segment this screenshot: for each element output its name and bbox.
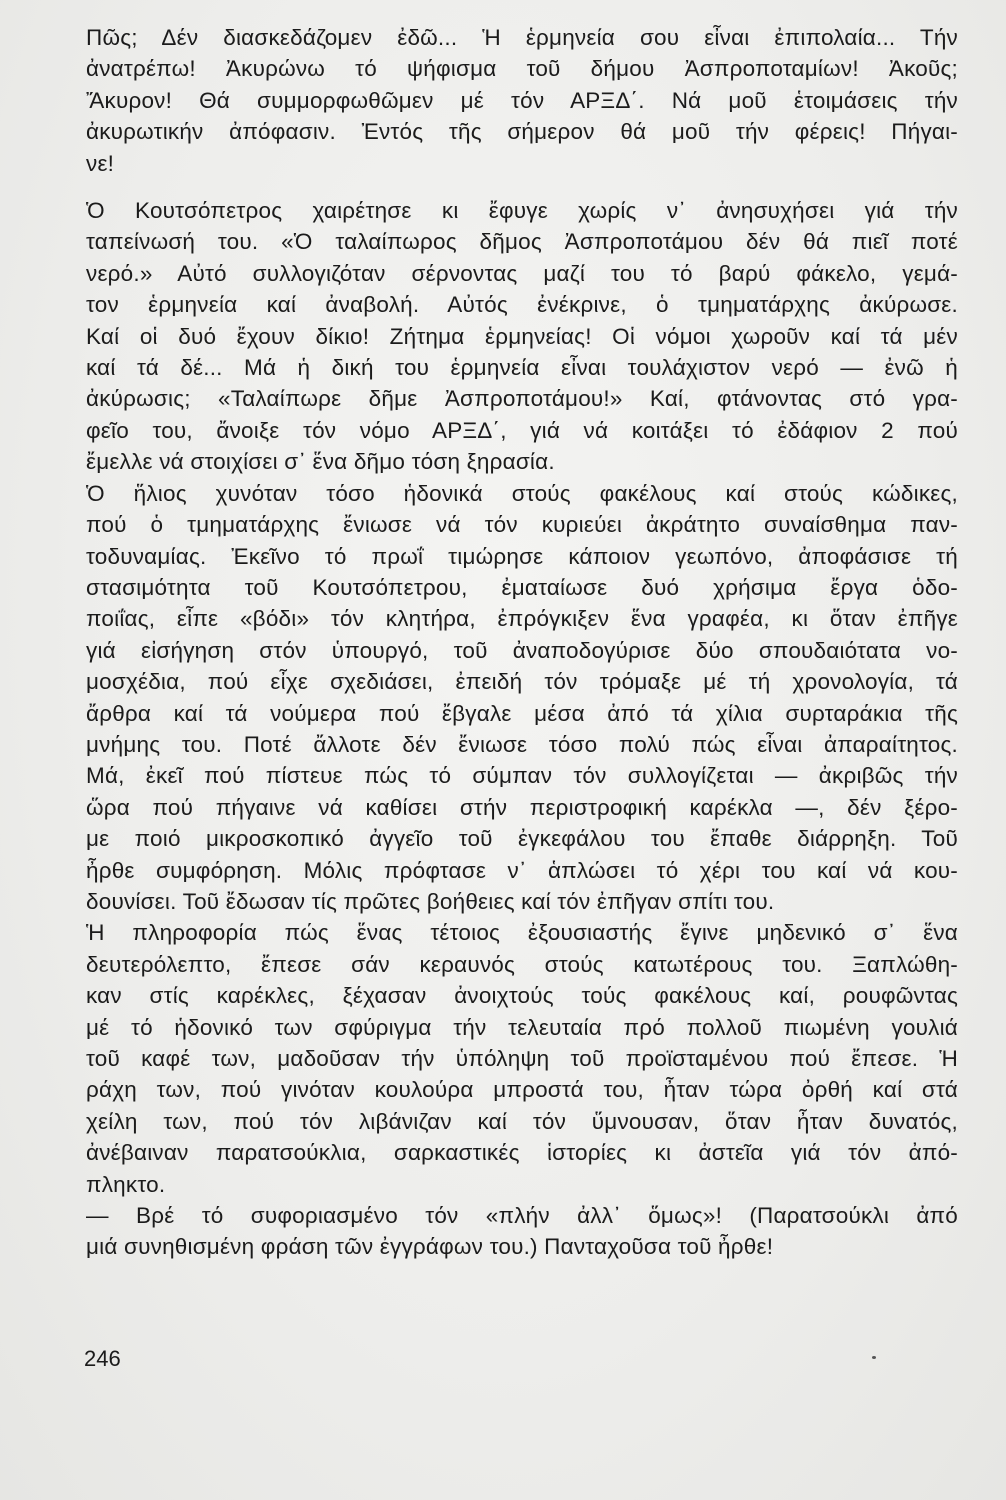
text-line: Ἄκυρον! Θά συμμορφωθῶμεν μέ τόν ΑΡΞΔ΄. Νά μοῦ ἑτοιμάσεις τήν [86,87,958,113]
text-line: — Βρέ τό συφοριασμένο τόν «πλήν ἀλλ᾽ ὅμως»! (Παρατσούκλι ἀπό [86,1203,958,1229]
text-line: πού ὁ τμηματάρχης ἔνιωσε νά τόν κυριεύει ἀκράτητο συναίσθημα παν- [86,512,958,538]
text-line: καν στίς καρέκλες, ξέχασαν ἀνοιχτούς τούς φακέλους καί, ρουφῶντας [86,983,958,1009]
paragraph-2 [86,195,958,478]
text-line: τοῦ καφέ των, μαδοῦσαν τήν ὑπόληψη τοῦ προϊσταμένου πού ἔπεσε. Ἡ [86,1046,958,1071]
text-line: ἀνέβαιναν παρατσούκλια, σαρκαστικές ἱστορίες κι ἀστεῖα γιά τόν ἀπό- [86,1140,958,1166]
text-line: Ὁ ἥλιος χυνόταν τόσο ἡδονικά στούς φακέλους καί στούς κώδικες, [86,480,958,506]
paragraph-5 [86,1200,958,1263]
text-line: γιά εἰσήγηση στόν ὑπουργό, τοῦ ἀναποδογύρισε δύο σπουδαιότατα νο- [86,637,958,663]
text-line: πληκτο. [86,1171,166,1197]
body-text [86,22,958,1263]
text-line: ἀνατρέπω! Ἀκυρώνω τό ψήφισμα τοῦ δήμου Ἀσπροποταμίων! Ἀκοῦς; [86,56,958,82]
text-line: μιά συνηθισμένη φράση τῶν ἐγγράφων του.) Πανταχοῦσα τοῦ ἦρθε! [86,1234,774,1260]
text-line: ταπείνωσή του. «Ὁ ταλαίπωρος δῆμος Ἀσπροποτάμου δέν θά πιεῖ ποτέ [86,229,958,255]
paragraph-1 [86,22,958,179]
text-line: ἄρθρα καί τά νούμερα πού ἔβγαλε μέσα ἀπό τά χίλια συρταράκια τῆς [86,700,958,726]
text-line: Ἡ πληροφορία πώς ἕνας τέτοιος ἐξουσιαστής ἔγινε μηδενικό σ᾽ ἕνα [86,920,958,946]
text-line: Πῶς; Δέν διασκεδάζομεν ἐδῶ... Ἡ ἑρμηνεία σου εἶναι ἐπιπολαία... Τήν [86,25,958,50]
text-line: ράχη των, πού γινόταν κουλούρα μπροστά του, ἦταν τώρα ὀρθή καί στά [86,1077,958,1103]
text-line: Καί οἱ δυό ἔχουν δίκιο! Ζήτημα ἑρμηνείας! Οἱ νόμοι χωροῦν καί τά μέν [86,323,958,349]
text-line: καί τά δέ... Μά ἡ δική του ἑρμηνεία εἶναι τουλάχιστον νερό — ἐνῶ ἡ [86,355,958,381]
text-line: χείλη των, πού τόν λιβάνιζαν καί τόν ὕμνουσαν, ὅταν ἦταν δυνατός, [86,1108,958,1134]
ink-speck [872,1356,876,1359]
text-line: τον ἑρμηνεία καί ἀναβολή. Αὐτός ἐνέκρινε, ὁ τμηματάρχης ἀκύρωσε. [86,292,958,318]
text-line: ἀκύρωσις; «Ταλαίπωρε δῆμε Ἀσπροποτάμου!» Καί, φτάνοντας στό γρα- [86,386,958,412]
paragraph-3 [86,478,958,918]
text-line: ποιΐας, εἶπε «βόδι» τόν κλητήρα, ἐπρόγκιξεν ἕνα γραφέα, κι ὅταν ἐπῆγε [86,606,958,632]
text-line: με ποιό μικροσκοπικό ἀγγεῖο τοῦ ἐγκεφάλου του ἔπαθε διάρρηξη. Τοῦ [86,826,958,852]
text-line: νερό.» Αὐτό συλλογιζόταν σέρνοντας μαζί του τό βαρύ φάκελο, γεμά- [86,260,958,286]
paragraph-4 [86,917,958,1200]
text-line: φεῖο του, ἄνοιξε τόν νόμο ΑΡΞΔ΄, γιά νά κοιτάξει τό ἐδάφιον 2 πού [86,417,958,443]
text-line: ἀκυρωτικήν ἀπόφασιν. Ἐντός τῆς σήμερον θά μοῦ τήν φέρεις! Πήγαι- [86,119,958,145]
text-line: Ὁ Κουτσόπετρος χαιρέτησε κι ἔφυγε χωρίς ν᾽ ἀνησυχήσει γιά τήν [86,198,958,224]
text-line: νε! [86,150,115,176]
text-line: ὥρα πού πήγαινε νά καθίσει στήν περιστροφική καρέκλα —, δέν ξέρο- [86,794,958,820]
text-line: μέ τό ἡδονικό των σφύριγμα τήν τελευταία πρό πολλοῦ πιωμένη γουλιά [86,1014,958,1040]
text-line: μνήμης του. Ποτέ ἄλλοτε δέν ἔνιωσε τόσο πολύ πώς εἶναι ἀπαραίτητος. [86,731,958,757]
text-line: ἦρθε συμφόρηση. Μόλις πρόφτασε ν᾽ ἁπλώσει τό χέρι του καί νά κου- [86,857,958,883]
text-line: δευτερόλεπτο, ἔπεσε σάν κεραυνός στούς κατωτέρους του. Ξαπλώθη- [86,951,958,977]
text-line: στασιμότητα τοῦ Κουτσόπετρου, ἐματαίωσε δυό χρήσιμα ἔργα ὁδο- [86,574,958,600]
text-line: τοδυναμίας. Ἐκεῖνο τό πρωΐ τιμώρησε κάποιον γεωπόνο, ἀποφάσισε τή [86,543,958,569]
page-number: 246 [84,1346,121,1371]
text-line: Μά, ἐκεῖ πού πίστευε πώς τό σύμπαν τόν συλλογίζεται — ἀκριβῶς τήν [86,763,958,789]
text-line: μοσχέδια, πού εἶχε σχεδιάσει, ἐπειδή τόν τρόμαξε μέ τή χρονολογία, τά [86,669,958,695]
text-line: δουνίσει. Τοῦ ἔδωσαν τίς πρῶτες βοήθειες καί τόν ἐπῆγαν σπίτι του. [86,888,775,914]
text-line: ἔμελλε νά στοιχίσει σ᾽ ἕνα δῆμο τόση ξηρασία. [86,449,555,475]
